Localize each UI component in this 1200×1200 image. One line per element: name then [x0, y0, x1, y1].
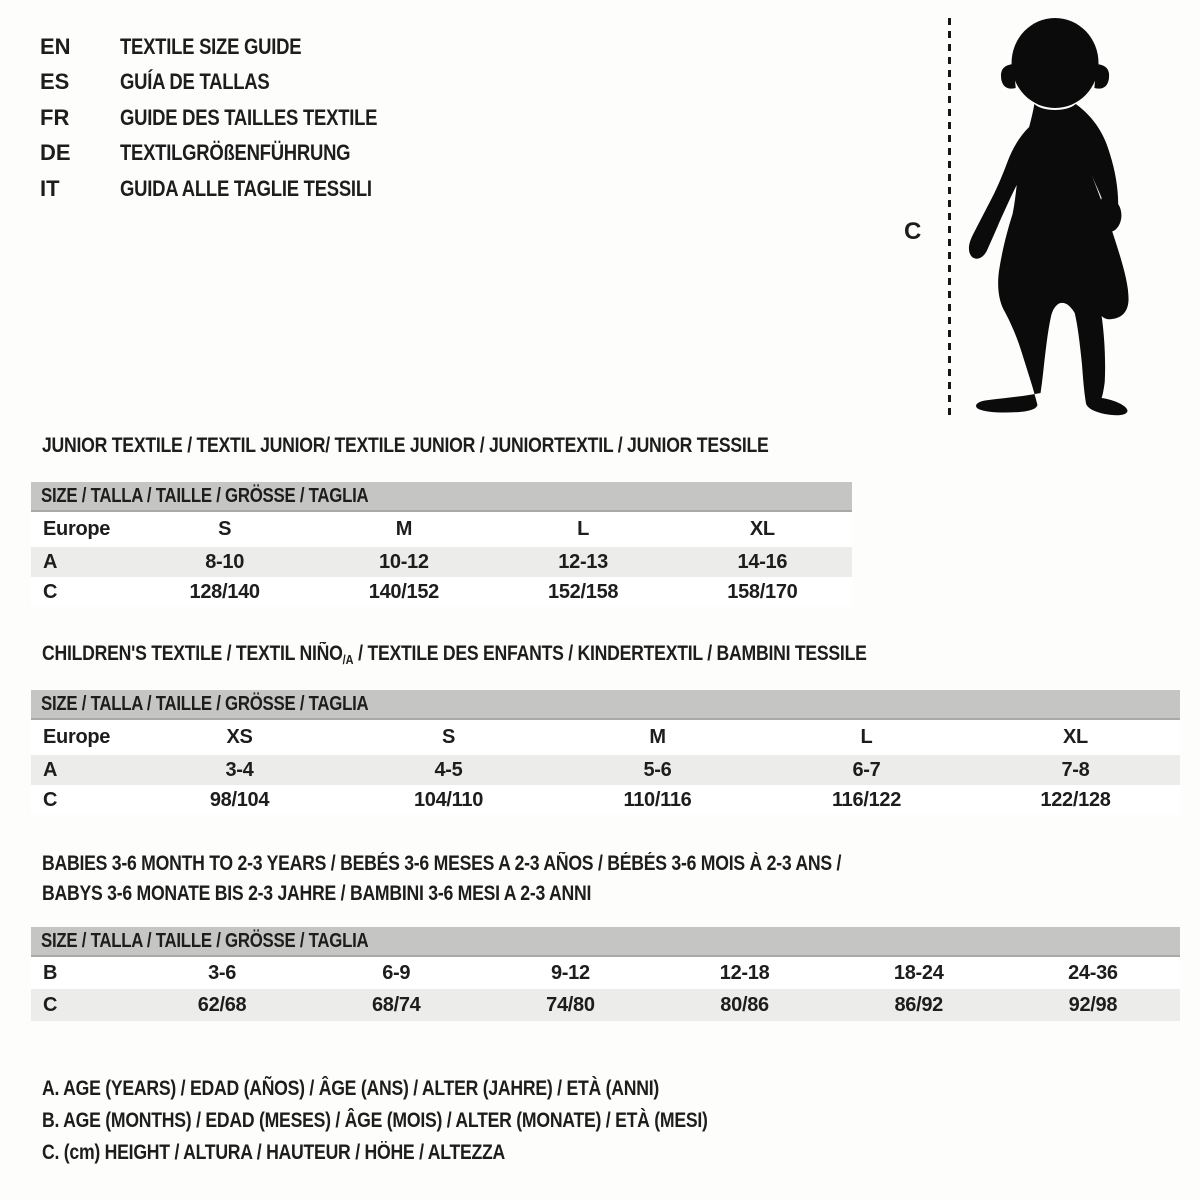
- table-cell: 140/152: [368, 580, 439, 603]
- legend-line-c: C. (cm) HEIGHT / ALTURA / HAUTEUR / HÖHE / ALTEZZA: [42, 1141, 506, 1164]
- language-row-de: [40, 136, 426, 172]
- babies-section-title-line1: BABIES 3-6 MONTH TO 2-3 YEARS / BEBÉS 3-6 MESES A 2-3 AÑOS / BÉBÉS 3-6 MOIS À 2-3 ANS /: [42, 852, 842, 875]
- table-cell: 12-13: [558, 550, 608, 573]
- table-cell: 6-7: [852, 758, 881, 781]
- region-label: Europe: [43, 726, 111, 748]
- table-cell: 110/116: [623, 788, 692, 811]
- row-label: C: [43, 993, 58, 1016]
- table-cell: 18-24: [893, 961, 944, 984]
- table-cell: 14-16: [737, 550, 788, 573]
- language-row-es: [40, 65, 426, 101]
- table-cell: 152/158: [548, 580, 619, 603]
- table-cell: 104/110: [413, 788, 484, 811]
- language-code: ES: [40, 69, 70, 95]
- row-label: A: [43, 550, 58, 573]
- height-measure-label: C: [904, 218, 922, 245]
- table-cell: 4-5: [434, 758, 463, 781]
- size-column-header: L: [577, 518, 590, 540]
- table-cell: 92/98: [1068, 993, 1118, 1016]
- table-row: [31, 512, 852, 547]
- table-cell: 5-6: [643, 758, 672, 781]
- table-cell: 12-18: [719, 961, 770, 984]
- language-code: FR: [40, 104, 70, 130]
- table-cell: 24-36: [1068, 961, 1118, 984]
- table-cell: 74/80: [546, 993, 595, 1016]
- table-cell: 122/128: [1040, 788, 1111, 811]
- babies-size-table: [31, 927, 1180, 1021]
- size-column-header: XL: [1063, 726, 1088, 748]
- size-column-header: M: [395, 518, 413, 540]
- table-cell: 116/122: [831, 788, 902, 811]
- legend-line-a: A. AGE (YEARS) / EDAD (AÑOS) / ÂGE (ANS) / ALTER (JAHRE) / ETÀ (ANNI): [42, 1077, 660, 1100]
- junior-size-table: [31, 482, 852, 607]
- table-row: [31, 989, 1180, 1021]
- table-row: [31, 755, 1180, 785]
- table-cell: 158/170: [727, 580, 798, 603]
- language-row-en: [40, 29, 426, 65]
- table-cell: 7-8: [1061, 758, 1090, 781]
- table-cell: 3-4: [225, 758, 254, 781]
- table-cell: 10-12: [379, 550, 429, 573]
- region-label: Europe: [43, 518, 111, 540]
- language-code: EN: [40, 33, 71, 59]
- table-cell: 6-9: [382, 961, 411, 984]
- language-title: TEXTILE SIZE GUIDE: [120, 33, 302, 59]
- table-cell: 80/86: [720, 993, 769, 1016]
- table-cell: 98/104: [209, 788, 270, 811]
- toddler-silhouette-icon: [966, 16, 1142, 416]
- table-cell: 62/68: [197, 993, 247, 1016]
- language-title: GUIDA ALLE TAGLIE TESSILI: [120, 175, 372, 201]
- row-label: C: [43, 788, 58, 811]
- size-header-band: SIZE / TALLA / TAILLE / GRÖSSE / TAGLIA: [31, 482, 852, 512]
- legend-line-b: B. AGE (MONTHS) / EDAD (MESES) / ÂGE (MOIS) / ALTER (MONATE) / ETÀ (MESI): [42, 1109, 708, 1132]
- size-column-header: M: [649, 726, 666, 748]
- table-row: [31, 577, 852, 607]
- table-cell: 3-6: [208, 961, 237, 984]
- size-column-header: XL: [749, 518, 775, 540]
- row-label: A: [43, 758, 58, 781]
- language-row-it: [40, 171, 426, 207]
- size-column-header: L: [860, 726, 873, 748]
- size-column-header: S: [441, 726, 456, 748]
- table-row: [31, 547, 852, 577]
- table-cell: 128/140: [189, 580, 260, 603]
- children-size-table: [31, 690, 1180, 815]
- row-label: C: [43, 580, 58, 603]
- language-code: IT: [40, 175, 60, 201]
- size-column-header: XS: [226, 726, 253, 748]
- table-row: [31, 785, 1180, 815]
- row-label: B: [43, 961, 58, 984]
- height-measure-dashed-line: [948, 18, 951, 416]
- language-title: TEXTILGRÖßENFÜHRUNG: [120, 140, 351, 166]
- size-column-header: S: [218, 518, 232, 540]
- babies-section-title-line2: BABYS 3-6 MONATE BIS 2-3 JAHRE / BAMBINI 3-6 MESI A 2-3 ANNI: [42, 882, 592, 905]
- language-title: GUÍA DE TALLAS: [120, 69, 270, 95]
- language-title-block: [40, 29, 426, 207]
- language-row-fr: [40, 100, 426, 136]
- size-header-band: SIZE / TALLA / TAILLE / GRÖSSE / TAGLIA: [31, 927, 1180, 957]
- measure-legend: [42, 1073, 834, 1169]
- children-section-title: CHILDREN'S TEXTILE / TEXTIL NIÑO/A / TEXTILE DES ENFANTS / KINDERTEXTIL / BAMBINI TESSILE: [42, 642, 867, 667]
- table-row: [31, 720, 1180, 755]
- language-code: DE: [40, 140, 71, 166]
- table-cell: 68/74: [371, 993, 421, 1016]
- size-header-band: SIZE / TALLA / TAILLE / GRÖSSE / TAGLIA: [31, 690, 1180, 720]
- table-cell: 9-12: [550, 961, 590, 984]
- table-cell: 8-10: [205, 550, 245, 573]
- nino-a-subscript: /A: [342, 652, 354, 667]
- language-title: GUIDE DES TAILLES TEXTILE: [120, 104, 378, 130]
- junior-section-title: JUNIOR TEXTILE / TEXTIL JUNIOR/ TEXTILE JUNIOR / JUNIORTEXTIL / JUNIOR TESSILE: [42, 434, 769, 457]
- table-cell: 86/92: [894, 993, 944, 1016]
- table-row: [31, 957, 1180, 989]
